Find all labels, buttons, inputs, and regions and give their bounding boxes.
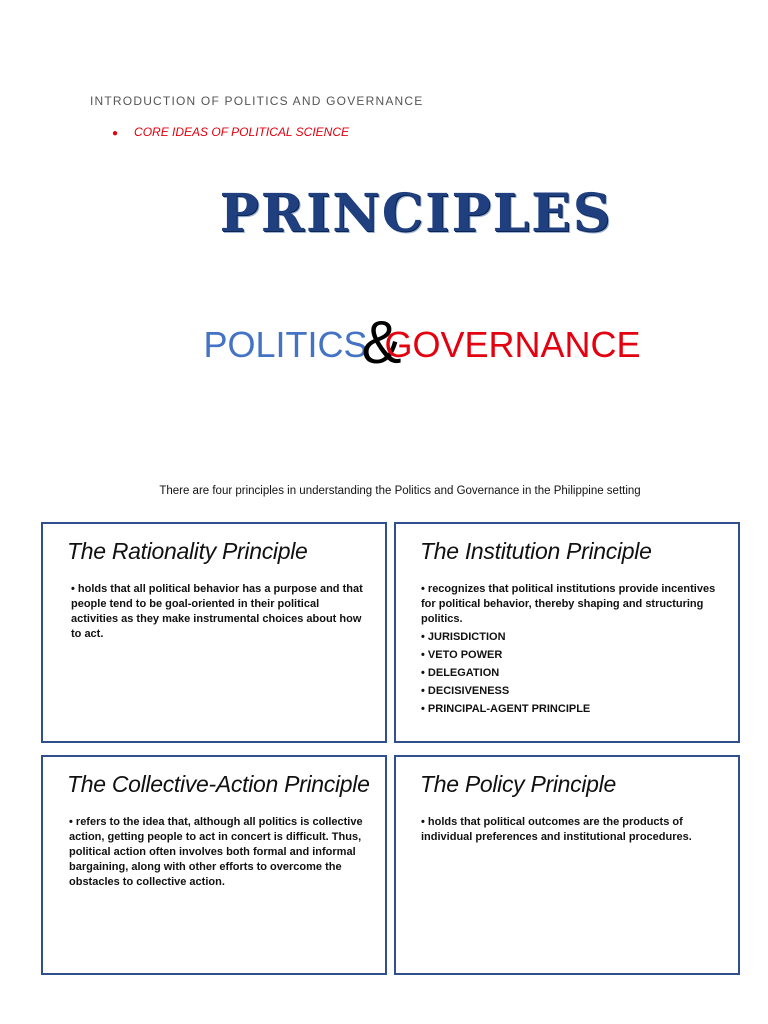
bullet-dot-icon: ●	[112, 128, 119, 139]
core-ideas-label: CORE IDEAS OF POLITICAL SCIENCE	[134, 125, 349, 139]
card-body: • holds that all political behavior has a purpose and that people tend to be goal-oriented in their political activities as they make instrumental choices about how to act.	[71, 583, 363, 640]
subtitle-ampersand: &	[361, 309, 402, 376]
course-header: INTRODUCTION OF POLITICS AND GOVERNANCE	[90, 94, 424, 108]
card-body: • refers to the idea that, although all politics is collective action, getting people to act in concert is difficult. Thus, political action often involves both formal and informal bargaining, along with other efforts to overcome the obstacles to collective action.	[69, 816, 363, 888]
card-rationality	[41, 522, 387, 743]
card-institution	[394, 522, 740, 743]
intro-text: There are four principles in understanding the Politics and Governance in the Philippine setting	[159, 485, 641, 497]
subtitle	[0, 309, 768, 376]
card-policy	[394, 755, 740, 975]
card-collective-action	[41, 755, 387, 975]
card-body	[421, 582, 722, 719]
card-title: The Rationality Principle	[67, 538, 308, 564]
core-ideas-bullet	[112, 125, 349, 139]
card-title: The Collective-Action Principle	[67, 771, 370, 797]
list-item: • JURISDICTION	[421, 631, 506, 643]
list-item: • DELEGATION	[421, 667, 500, 679]
card-body: • holds that political outcomes are the products of individual preferences and institutional procedures.	[421, 816, 692, 843]
list-item: • PRINCIPAL-AGENT PRINCIPLE	[421, 703, 591, 715]
card-title: The Institution Principle	[420, 538, 652, 564]
list-item: • VETO POWER	[421, 649, 503, 661]
card-title: The Policy Principle	[420, 771, 616, 797]
list-item: • DECISIVENESS	[421, 685, 510, 697]
card-text: • recognizes that political institutions provide incentives for political behavior, thereby shaping and structuring politics.	[421, 583, 716, 625]
subtitle-governance: GOVERNANCE	[384, 324, 641, 365]
page-title: PRINCIPLES	[219, 183, 613, 244]
subtitle-politics: POLITICS	[203, 324, 368, 365]
